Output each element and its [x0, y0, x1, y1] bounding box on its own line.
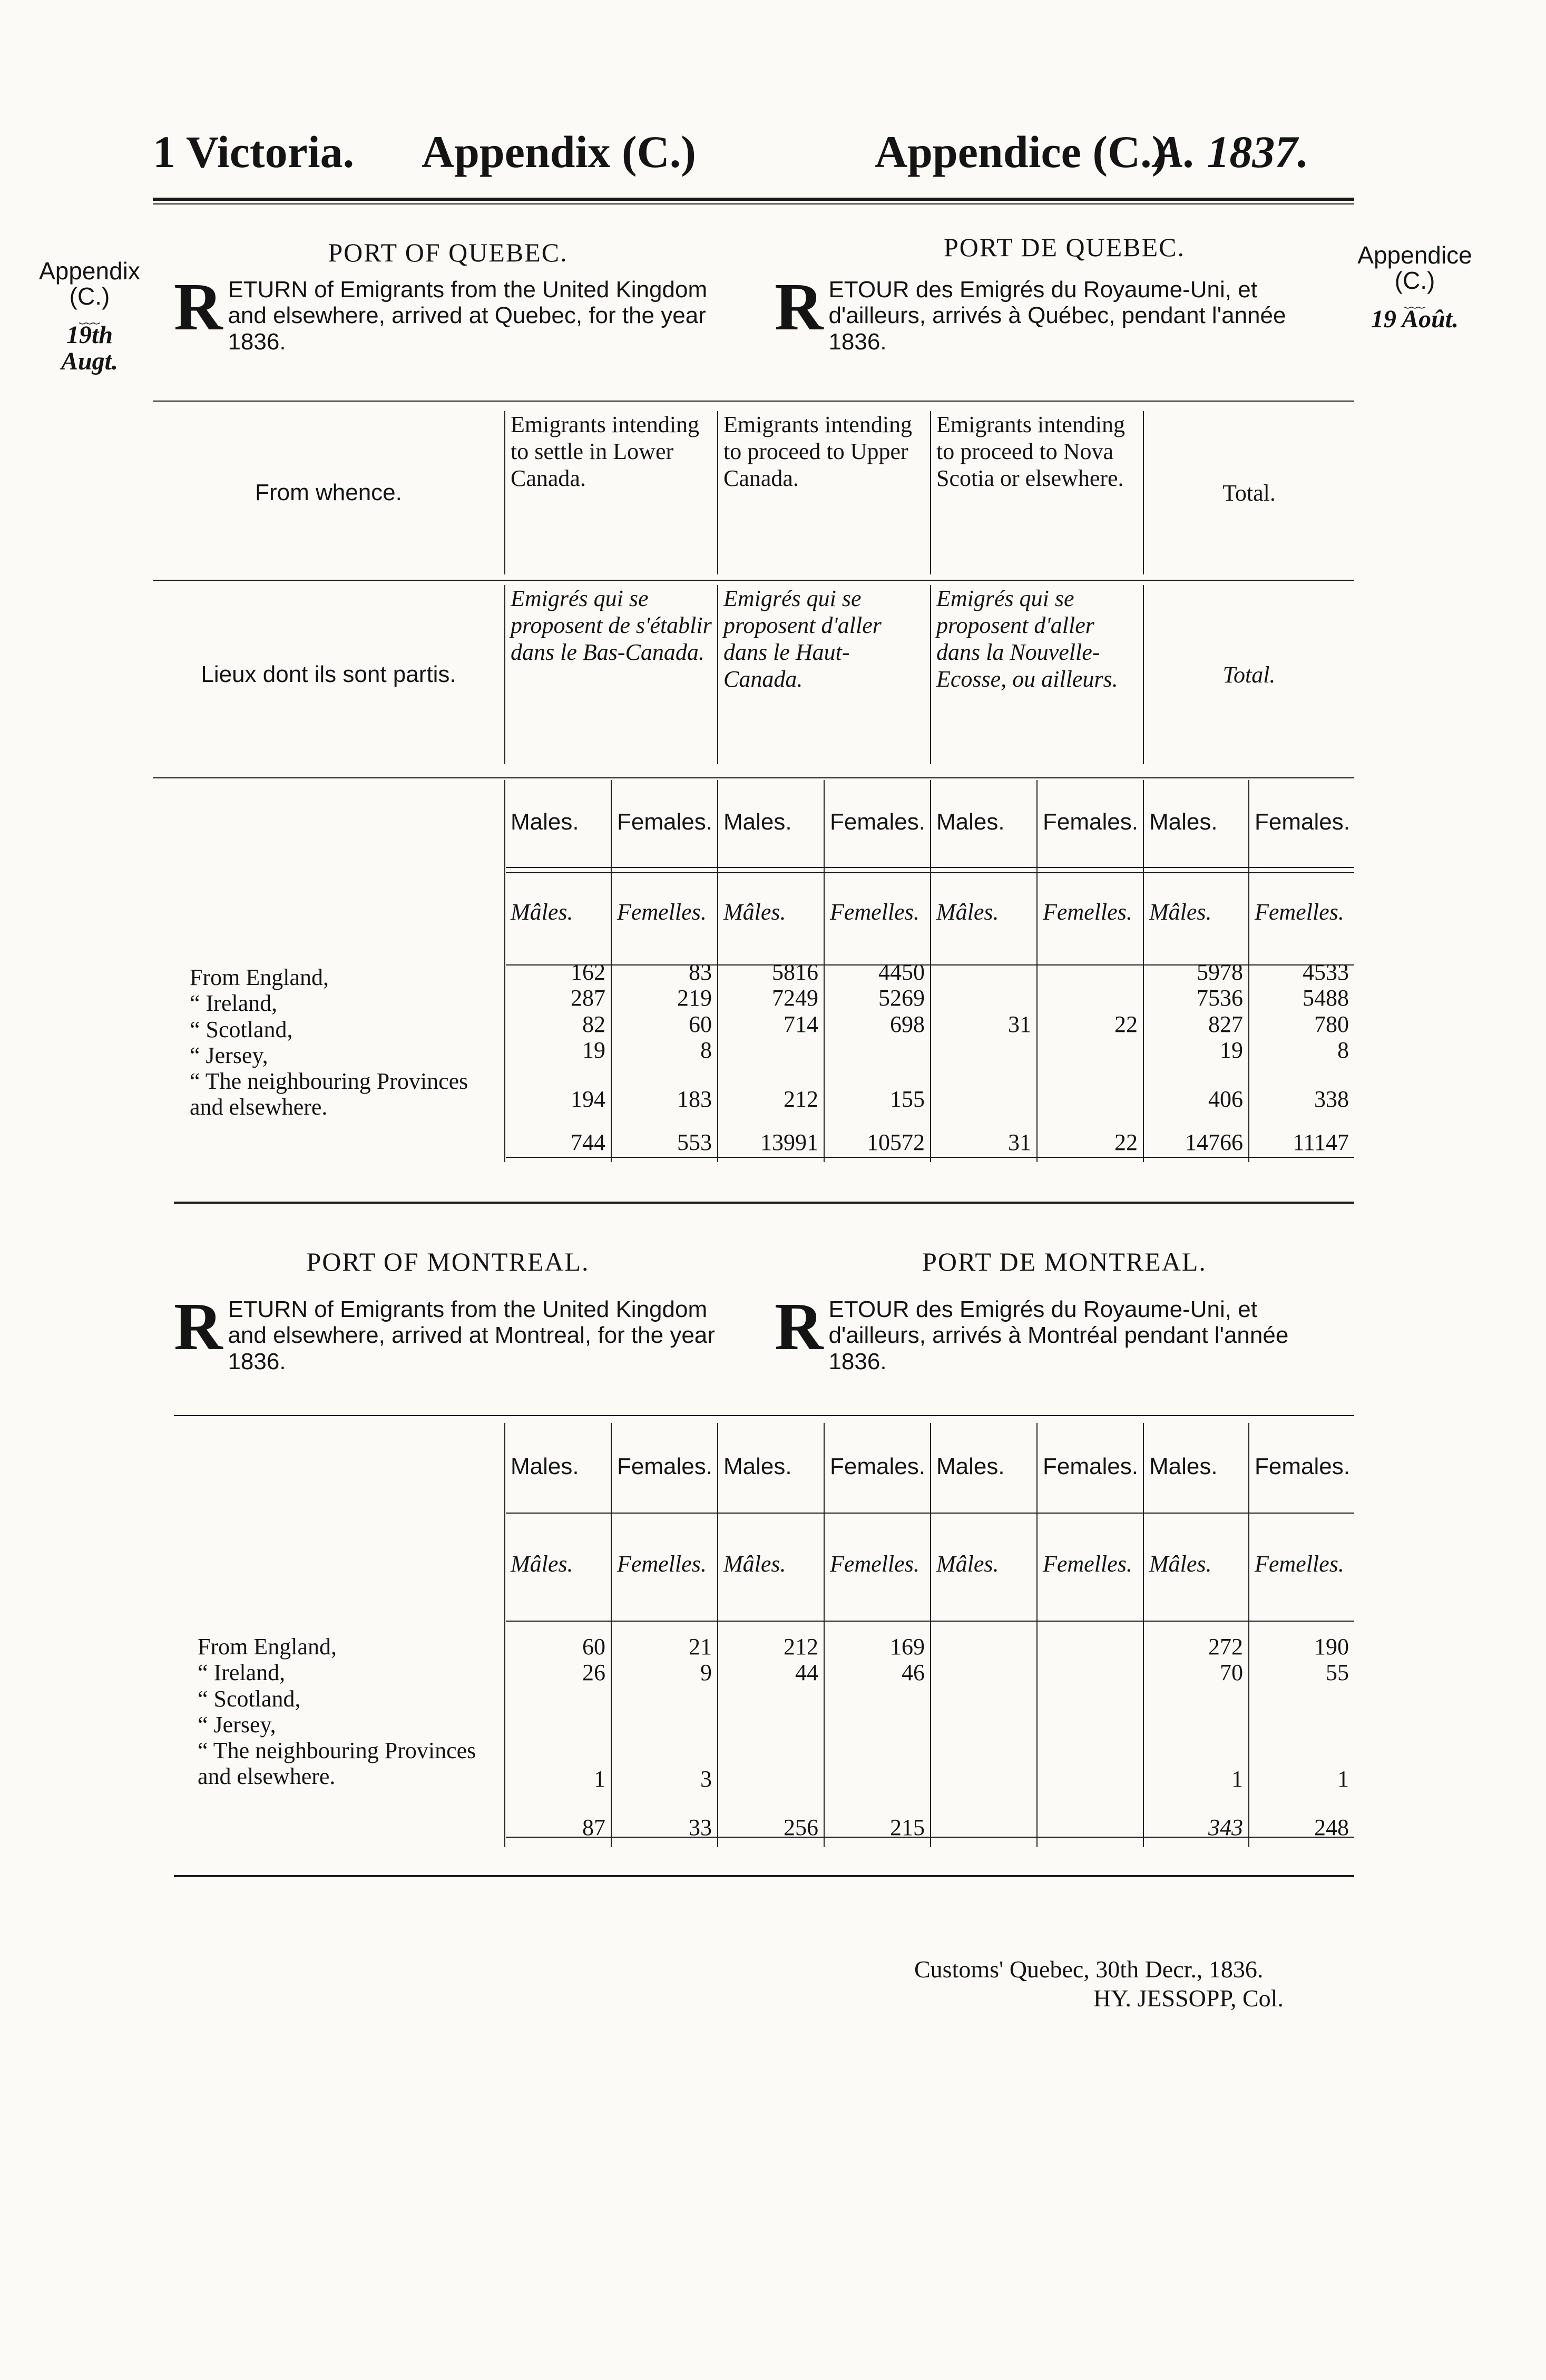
- table-cell: 5978 7536 827 19: [1143, 959, 1249, 1075]
- total-cell: 33: [611, 1808, 718, 1847]
- total-cell: 87: [505, 1808, 611, 1847]
- sex-header: Females.: [1037, 1423, 1143, 1510]
- total-cell: 248: [1249, 1808, 1354, 1847]
- quebec-intro-fr: [775, 269, 1344, 355]
- brace-icon: ﹏: [1404, 288, 1425, 311]
- header-year: A. 1837.: [1154, 126, 1309, 177]
- table-cell: 406: [1143, 1075, 1249, 1123]
- sex-header: Males.: [718, 1423, 824, 1510]
- table-cell: [1037, 1075, 1143, 1123]
- sex-header: Females.: [611, 780, 718, 864]
- drop-cap: R: [174, 1289, 223, 1364]
- sex-header-fr: Femelles.: [1037, 1510, 1143, 1618]
- total-cell: 22: [1037, 1123, 1143, 1162]
- sex-header: Females.: [611, 1423, 718, 1510]
- sex-header: Males.: [931, 780, 1037, 864]
- table-cell: 272 70: [1143, 1618, 1249, 1750]
- margin-left-line1: Appendix: [39, 257, 140, 285]
- table-cell: [931, 1618, 1037, 1750]
- montreal-intro-fr-text: ETOUR des Emigrés du Royaume-Uni, et d'ailleurs, arrivés à Montréal pendant l'année 1836.: [828, 1296, 1289, 1374]
- signature-place-date: Customs' Quebec, 30th Decr., 1836.: [914, 1956, 1264, 1983]
- col-header-total-en: Total.: [1143, 411, 1354, 574]
- table-cell: [931, 1750, 1037, 1808]
- sex-header-fr: Femelles.: [1037, 864, 1143, 959]
- table-cell: 60 26: [505, 1618, 611, 1750]
- sex-header: Females.: [824, 1423, 931, 1510]
- header-reign: 1 Victoria.: [153, 126, 355, 177]
- margin-right-date: 19 Août.: [1371, 305, 1459, 333]
- table-cell: 190 55: [1249, 1618, 1354, 1750]
- sex-header-fr: Mâles.: [931, 864, 1037, 959]
- total-cell: 343: [1143, 1808, 1249, 1847]
- brace-icon: ﹏: [79, 304, 100, 327]
- quebec-rule-bottom: [174, 1202, 1354, 1204]
- sex-header: Males.: [1143, 1423, 1249, 1510]
- margin-left-line2: (C.): [69, 282, 110, 310]
- table-cell: 1: [505, 1750, 611, 1808]
- total-cell: 14766: [1143, 1123, 1249, 1162]
- drop-cap: R: [174, 269, 223, 344]
- total-cell: 31: [931, 1123, 1037, 1162]
- table-cell: 212: [718, 1075, 824, 1123]
- total-cell: 744: [505, 1123, 611, 1162]
- montreal-row-labels: From England, “ Ireland, “ Scotland, “ Jersey, “ The neighbouring Provinces and elsewhere.: [198, 1634, 476, 1790]
- table-cell: 1: [1143, 1750, 1249, 1808]
- quebec-data-table: [153, 780, 1354, 1162]
- montreal-title-en: PORT OF MONTREAL.: [306, 1247, 590, 1276]
- table-cell: 155: [824, 1075, 931, 1123]
- table-cell: 212 44: [718, 1618, 824, 1750]
- sex-header-fr: Femelles.: [824, 864, 931, 959]
- quebec-title-en: PORT OF QUEBEC.: [328, 238, 568, 267]
- table-cell: 162 287 82 19: [505, 959, 611, 1075]
- sex-header-fr: Femelles.: [611, 864, 718, 959]
- montreal-table-top-rule: [174, 1415, 1354, 1416]
- sex-header-fr: Mâles.: [718, 864, 824, 959]
- table-cell: 169 46: [824, 1618, 931, 1750]
- table-cell: 5816 7249 714: [718, 959, 824, 1075]
- sex-header: Males.: [718, 780, 824, 864]
- table-cell: [931, 1075, 1037, 1123]
- sex-header-fr: Femelles.: [611, 1510, 718, 1618]
- montreal-intro-en: [174, 1289, 743, 1374]
- header-rule-thin: [153, 203, 1354, 204]
- table-cell: 1: [1249, 1750, 1354, 1808]
- table-cell: [718, 1750, 824, 1808]
- sex-header: Males.: [505, 1423, 611, 1510]
- quebec-row-labels: From England, “ Ireland, “ Scotland, “ Jersey, “ The neighbouring Provinces and elsewhere.: [190, 964, 468, 1120]
- quebec-title-fr: PORT DE QUEBEC.: [943, 232, 1186, 262]
- sex-header: Males.: [931, 1423, 1037, 1510]
- drop-cap: R: [775, 269, 824, 344]
- total-cell: [1037, 1808, 1143, 1847]
- header-title-en: Appendix (C.): [422, 126, 696, 177]
- table-cell: 21 9: [611, 1618, 718, 1750]
- margin-left-date: 19th Augt.: [61, 320, 119, 375]
- total-cell: [931, 1808, 1037, 1847]
- col-header-lower-canada-fr: Emigrés qui se proposent de s'établir dans le Bas-Canada.: [505, 585, 718, 764]
- sex-header: Females.: [1249, 1423, 1354, 1510]
- sex-header-fr: Mâles.: [1143, 1510, 1249, 1618]
- sex-header-fr: Mâles.: [505, 864, 611, 959]
- table-cell: 183: [611, 1075, 718, 1123]
- header-title-fr: Appendice (C.): [875, 126, 1167, 177]
- sex-header: Females.: [1249, 780, 1354, 864]
- sex-header: Males.: [505, 780, 611, 864]
- table-cell: 194: [505, 1075, 611, 1123]
- sex-header-fr: Mâles.: [505, 1510, 611, 1618]
- margin-right-note: [1354, 242, 1475, 333]
- total-cell: 215: [824, 1808, 931, 1847]
- signature-name: HY. JESSOPP, Col.: [1093, 1985, 1284, 2012]
- total-cell: 553: [611, 1123, 718, 1162]
- total-cell: 11147: [1249, 1123, 1354, 1162]
- table-cell: 3: [611, 1750, 718, 1808]
- montreal-data-table: [153, 1423, 1354, 1847]
- total-cell: 10572: [824, 1123, 931, 1162]
- margin-right-line1: Appendice: [1357, 241, 1472, 269]
- quebec-intro-fr-text: ETOUR des Emigrés du Royaume-Uni, et d'ailleurs, arrivés à Québec, pendant l'année 1836.: [828, 277, 1286, 355]
- table-cell: 83 219 60 8: [611, 959, 718, 1075]
- sex-header: Females.: [824, 780, 931, 864]
- drop-cap: R: [775, 1289, 824, 1364]
- sex-header-fr: Mâles.: [1143, 864, 1249, 959]
- col-header-lower-canada-en: Emigrants intending to settle in Lower Canada.: [505, 411, 718, 574]
- sex-header-fr: Mâles.: [718, 1510, 824, 1618]
- montreal-intro-en-text: ETURN of Emigrants from the United Kingdom and elsewhere, arrived at Montreal, for the year 1836.: [228, 1296, 715, 1374]
- margin-right-line2: (C.): [1394, 267, 1435, 295]
- quebec-header-table: [153, 411, 1354, 764]
- col-header-nova-scotia-en: Emigrants intending to proceed to Nova Scotia or elsewhere.: [931, 411, 1143, 574]
- quebec-intro-en: [174, 269, 743, 355]
- montreal-title-fr: PORT DE MONTREAL.: [922, 1247, 1207, 1276]
- sex-header: Females.: [1037, 780, 1143, 864]
- montreal-rule-bottom: [174, 1875, 1354, 1877]
- col-header-origin-fr: Lieux dont ils sont partis.: [201, 661, 456, 687]
- table-cell: 4450 5269 698: [824, 959, 931, 1075]
- margin-left-note: [37, 258, 142, 375]
- table-cell: 4533 5488 780 8: [1249, 959, 1354, 1075]
- col-header-nova-scotia-fr: Emigrés qui se proposent d'aller dans la Nouvelle-Ecosse, ou ailleurs.: [931, 585, 1143, 764]
- quebec-intro-en-text: ETURN of Emigrants from the United Kingdom and elsewhere, arrived at Quebec, for the year 1836.: [228, 277, 708, 355]
- col-header-total-fr: Total.: [1143, 585, 1354, 764]
- table-cell: 31: [931, 959, 1037, 1075]
- col-header-origin-en: From whence.: [255, 480, 402, 505]
- col-header-upper-canada-fr: Emigrés qui se proposent d'aller dans le Haut-Canada.: [718, 585, 931, 764]
- sex-header-fr: Femelles.: [1249, 1510, 1354, 1618]
- table-cell: [824, 1750, 931, 1808]
- sex-header-fr: Femelles.: [1249, 864, 1354, 959]
- total-cell: 13991: [718, 1123, 824, 1162]
- total-cell: 256: [718, 1808, 824, 1847]
- table-cell: [1037, 1618, 1143, 1750]
- table-cell: [1037, 1750, 1143, 1808]
- table-cell: 338: [1249, 1075, 1354, 1123]
- montreal-intro-fr: [775, 1289, 1344, 1374]
- table-cell: 22: [1037, 959, 1143, 1075]
- sex-header-fr: Femelles.: [824, 1510, 931, 1618]
- col-header-upper-canada-en: Emigrants intending to proceed to Upper Canada.: [718, 411, 931, 574]
- sex-header: Males.: [1143, 780, 1249, 864]
- header-rule-thick: [153, 198, 1354, 201]
- quebec-table-top-rule: [153, 401, 1354, 402]
- sex-header-fr: Mâles.: [931, 1510, 1037, 1618]
- quebec-rule-b: [153, 777, 1354, 778]
